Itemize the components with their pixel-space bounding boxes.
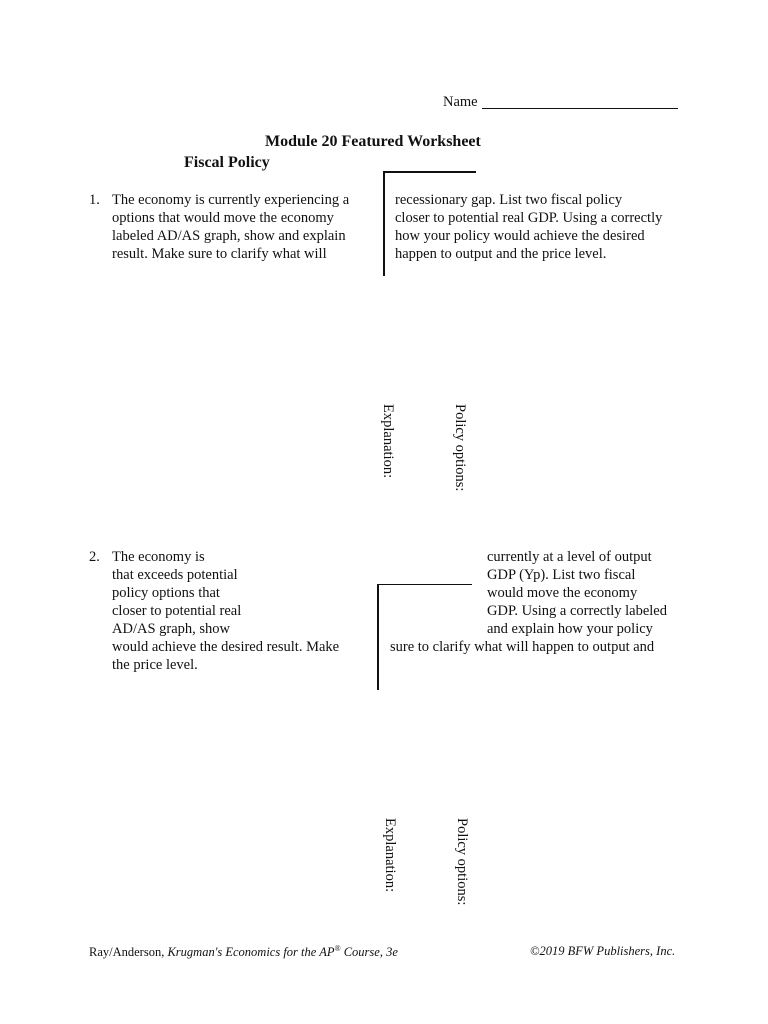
q1-number: 1. xyxy=(89,192,100,208)
worksheet-subtitle: Fiscal Policy xyxy=(184,154,270,171)
q1-left-line-2: options that would move the economy xyxy=(112,210,334,226)
q1-explanation-label: Explanation: xyxy=(380,404,396,479)
q1-right-text xyxy=(395,191,662,263)
name-label: Name xyxy=(443,94,478,110)
q1-bracket-vertical xyxy=(383,171,385,276)
footer-book-title: Krugman's Economics for the AP xyxy=(167,945,335,960)
q2-right-line-5: and explain how your policy xyxy=(487,621,653,637)
footer-trademark: ® xyxy=(334,944,341,953)
q2-bracket-top xyxy=(377,584,472,585)
q1-right-line-2: closer to potential real GDP. Using a correctly xyxy=(395,210,663,226)
q2-left-line-7: the price level. xyxy=(112,657,198,673)
q2-bracket-vertical xyxy=(377,584,379,690)
q2-policy-options-label: Policy options: xyxy=(454,818,470,906)
q2-right-text xyxy=(487,548,667,638)
q2-left-line-2: that exceeds potential xyxy=(112,567,238,583)
q1-bracket-top xyxy=(383,171,476,173)
q2-right-line-3: would move the economy xyxy=(487,585,638,601)
q1-right-line-1: recessionary gap. List two fiscal policy xyxy=(395,192,623,208)
q2-left-line-5: AD/AS graph, show xyxy=(112,621,231,637)
footer-citation xyxy=(89,944,398,960)
footer-authors: Ray/Anderson, xyxy=(89,945,168,960)
q2-right-line-4: GDP. Using a correctly labeled xyxy=(487,603,667,619)
q1-right-line-4: happen to output and the price level. xyxy=(395,246,607,262)
name-line[interactable] xyxy=(482,108,678,109)
footer-book-suffix: Course, 3e xyxy=(340,945,398,960)
q2-left-line-6: would achieve the desired result. Make xyxy=(112,639,340,655)
q2-right-line-1: currently at a level of output xyxy=(487,549,652,565)
q2-right-line-2: GDP (Yp). List two fiscal xyxy=(487,567,636,583)
q1-left-line-3: labeled AD/AS graph, show and explain xyxy=(112,228,346,244)
q2-middle-line: sure to clarify what will happen to output and xyxy=(390,639,655,655)
worksheet-title: Module 20 Featured Worksheet xyxy=(265,133,481,150)
q1-policy-options-label: Policy options: xyxy=(452,404,468,492)
q2-left-text xyxy=(112,548,339,674)
q2-left-line-3: policy options that xyxy=(112,585,220,601)
q1-right-line-3: how your policy would achieve the desired xyxy=(395,228,645,244)
q2-left-line-1: The economy is xyxy=(112,549,205,565)
q2-number: 2. xyxy=(89,549,100,565)
q1-left-text xyxy=(112,191,349,263)
q2-explanation-label: Explanation: xyxy=(382,818,398,893)
q1-left-line-1: The economy is currently experiencing a xyxy=(112,192,350,208)
q2-left-line-4: closer to potential real xyxy=(112,603,242,619)
q1-left-line-4: result. Make sure to clarify what will xyxy=(112,246,327,262)
footer-copyright: ©2019 BFW Publishers, Inc. xyxy=(530,944,676,958)
